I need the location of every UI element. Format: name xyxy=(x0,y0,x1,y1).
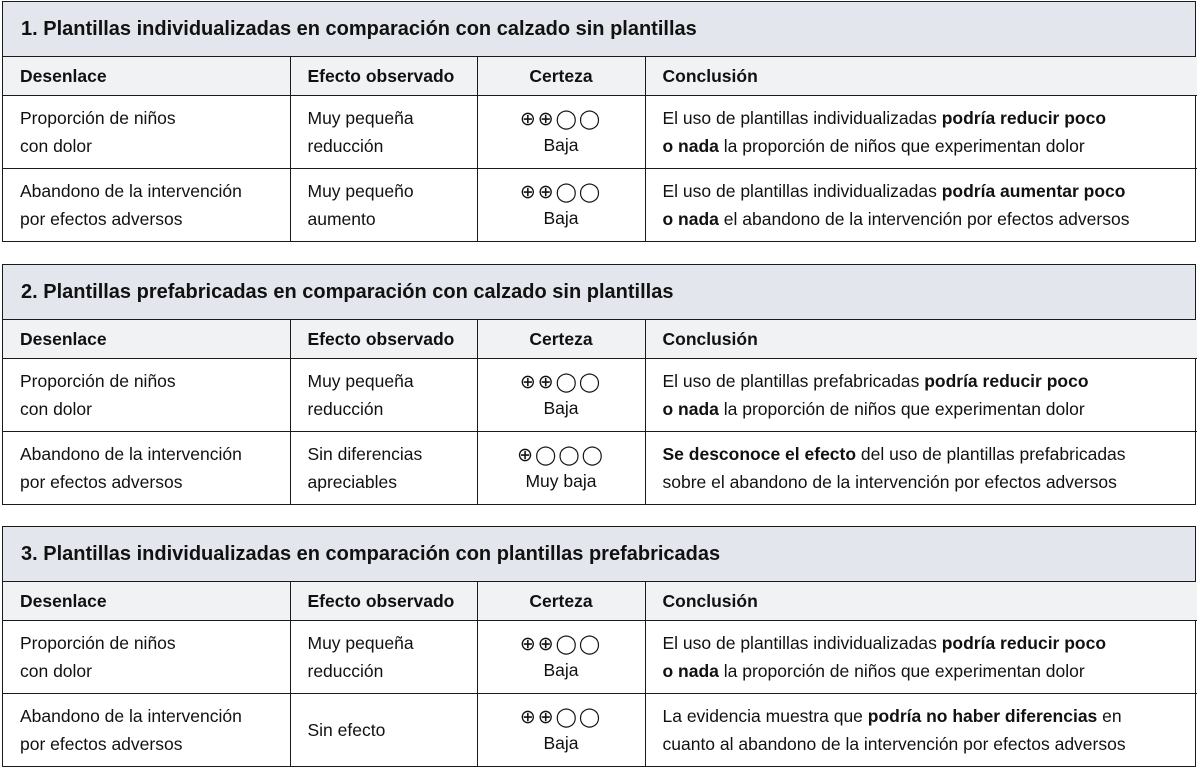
outcome-line: Abandono de la intervención xyxy=(20,180,242,201)
table-row xyxy=(3,693,1197,766)
table-row xyxy=(3,358,1197,431)
conclusion-emphasis: o nada xyxy=(662,660,719,681)
certainty-label: Muy baja xyxy=(525,470,597,491)
outcome-line: por efectos adversos xyxy=(20,471,183,492)
conclusion-text: la proporción de niños que experimentan dolor xyxy=(718,398,1085,419)
header-effect: Efecto observado xyxy=(290,320,477,358)
section-title: 3. Plantillas individualizadas en comparación con plantillas prefabricadas xyxy=(3,527,1195,582)
conclusion-emphasis: podría reducir poco xyxy=(941,632,1107,653)
conclusion-cell xyxy=(645,620,1197,693)
conclusion-line xyxy=(663,702,1198,730)
effect-cell xyxy=(290,693,477,766)
conclusion-text: El uso de plantillas individualizadas xyxy=(662,107,942,128)
conclusion-text: El uso de plantillas prefabricadas xyxy=(662,370,925,391)
section-title: 1. Plantillas individualizadas en comparación con calzado sin plantillas xyxy=(3,2,1195,57)
conclusion-cell xyxy=(645,95,1197,168)
effect-line: Muy pequeño xyxy=(307,180,414,201)
effect-cell xyxy=(290,431,477,504)
conclusion-line xyxy=(663,440,1198,468)
header-effect: Efecto observado xyxy=(290,57,477,95)
header-conclusion: Conclusión xyxy=(645,57,1197,95)
results-table xyxy=(3,582,1197,766)
conclusion-line xyxy=(663,730,1198,758)
conclusion-emphasis: podría no haber diferencias xyxy=(867,705,1098,726)
conclusion-line xyxy=(663,104,1198,132)
certainty-cell xyxy=(477,431,645,504)
conclusion-emphasis: o nada xyxy=(662,208,719,229)
header-outcome: Desenlace xyxy=(3,582,290,620)
outcome-line: con dolor xyxy=(20,398,92,419)
conclusion-line xyxy=(663,367,1198,395)
header-effect: Efecto observado xyxy=(290,582,477,620)
effect-line: Sin efecto xyxy=(307,719,386,740)
conclusion-text: el abandono de la intervención por efectos adversos xyxy=(718,208,1130,229)
table-row xyxy=(3,95,1197,168)
certainty-rating-icon: ⊕⊕◯◯ xyxy=(519,705,603,728)
effect-line: Muy pequeña xyxy=(307,632,414,653)
conclusion-line xyxy=(663,395,1198,423)
comparison-section-3 xyxy=(2,526,1196,767)
certainty-cell xyxy=(477,620,645,693)
header-conclusion: Conclusión xyxy=(645,582,1197,620)
outcome-line: Proporción de niños xyxy=(20,632,176,653)
certainty-rating-icon: ⊕⊕◯◯ xyxy=(519,180,603,203)
effect-line: reducción xyxy=(307,660,384,681)
table-row xyxy=(3,168,1197,241)
outcome-cell xyxy=(3,358,290,431)
conclusion-cell xyxy=(645,693,1197,766)
certainty-rating-icon: ⊕⊕◯◯ xyxy=(519,370,603,393)
outcome-line: Abandono de la intervención xyxy=(20,443,242,464)
certainty-cell xyxy=(477,95,645,168)
conclusion-text: El uso de plantillas individualizadas xyxy=(662,180,942,201)
conclusion-line xyxy=(663,657,1198,685)
conclusion-emphasis: podría reducir poco xyxy=(941,107,1107,128)
header-outcome: Desenlace xyxy=(3,57,290,95)
table-header-row xyxy=(3,320,1197,358)
conclusion-text: La evidencia muestra que xyxy=(662,705,868,726)
outcome-line: con dolor xyxy=(20,660,92,681)
header-certainty: Certeza xyxy=(477,57,645,95)
conclusion-emphasis: o nada xyxy=(662,135,719,156)
effect-cell xyxy=(290,168,477,241)
effect-cell xyxy=(290,358,477,431)
effect-cell xyxy=(290,620,477,693)
effect-line: aumento xyxy=(307,208,376,229)
certainty-cell xyxy=(477,358,645,431)
results-table xyxy=(3,57,1197,241)
outcome-cell xyxy=(3,95,290,168)
table-row xyxy=(3,431,1197,504)
conclusion-text: la proporción de niños que experimentan dolor xyxy=(718,135,1085,156)
conclusion-line xyxy=(663,205,1198,233)
outcome-line: con dolor xyxy=(20,135,92,156)
conclusion-text: El uso de plantillas individualizadas xyxy=(662,632,942,653)
outcome-line: Abandono de la intervención xyxy=(20,705,242,726)
conclusion-line xyxy=(663,629,1198,657)
certainty-label: Baja xyxy=(543,207,579,228)
conclusion-cell xyxy=(645,168,1197,241)
certainty-cell xyxy=(477,168,645,241)
effect-line: reducción xyxy=(307,135,384,156)
certainty-rating-icon: ⊕⊕◯◯ xyxy=(519,632,603,655)
header-conclusion: Conclusión xyxy=(645,320,1197,358)
conclusion-text: del uso de plantillas prefabricadas xyxy=(856,443,1126,464)
certainty-label: Baja xyxy=(543,732,579,753)
results-table xyxy=(3,320,1197,504)
outcome-cell xyxy=(3,620,290,693)
table-row xyxy=(3,620,1197,693)
comparison-section-1 xyxy=(2,1,1196,242)
outcome-line: por efectos adversos xyxy=(20,208,183,229)
header-certainty: Certeza xyxy=(477,582,645,620)
conclusion-line xyxy=(663,132,1198,160)
conclusion-text: sobre el abandono de la intervención por efectos adversos xyxy=(662,471,1117,492)
effect-line: apreciables xyxy=(307,471,397,492)
outcome-line: Proporción de niños xyxy=(20,370,176,391)
certainty-cell xyxy=(477,693,645,766)
certainty-rating-icon: ⊕⊕◯◯ xyxy=(519,107,603,130)
effect-line: Sin diferencias xyxy=(307,443,423,464)
outcome-line: Proporción de niños xyxy=(20,107,176,128)
conclusion-emphasis: podría reducir poco xyxy=(924,370,1089,391)
table-header-row xyxy=(3,57,1197,95)
effect-line: Muy pequeña xyxy=(307,107,414,128)
conclusion-text: la proporción de niños que experimentan dolor xyxy=(718,660,1085,681)
outcome-cell xyxy=(3,168,290,241)
comparison-section-2 xyxy=(2,264,1196,505)
outcome-cell xyxy=(3,693,290,766)
conclusion-text: cuanto al abandono de la intervención por efectos adversos xyxy=(662,733,1126,754)
certainty-label: Baja xyxy=(543,397,579,418)
effect-line: Muy pequeña xyxy=(307,370,414,391)
conclusion-emphasis: o nada xyxy=(662,398,719,419)
conclusion-cell xyxy=(645,431,1197,504)
outcome-line: por efectos adversos xyxy=(20,733,183,754)
conclusion-emphasis: podría aumentar poco xyxy=(941,180,1126,201)
section-title: 2. Plantillas prefabricadas en comparación con calzado sin plantillas xyxy=(3,265,1195,320)
conclusion-line xyxy=(663,177,1198,205)
effect-line: reducción xyxy=(307,398,384,419)
certainty-rating-icon: ⊕◯◯◯ xyxy=(517,443,605,466)
certainty-label: Baja xyxy=(543,659,579,680)
table-header-row xyxy=(3,582,1197,620)
conclusion-emphasis: Se desconoce el efecto xyxy=(662,443,857,464)
certainty-label: Baja xyxy=(543,134,579,155)
header-certainty: Certeza xyxy=(477,320,645,358)
conclusion-text: en xyxy=(1097,705,1122,726)
effect-cell xyxy=(290,95,477,168)
outcome-cell xyxy=(3,431,290,504)
conclusion-cell xyxy=(645,358,1197,431)
conclusion-line xyxy=(663,468,1198,496)
header-outcome: Desenlace xyxy=(3,320,290,358)
